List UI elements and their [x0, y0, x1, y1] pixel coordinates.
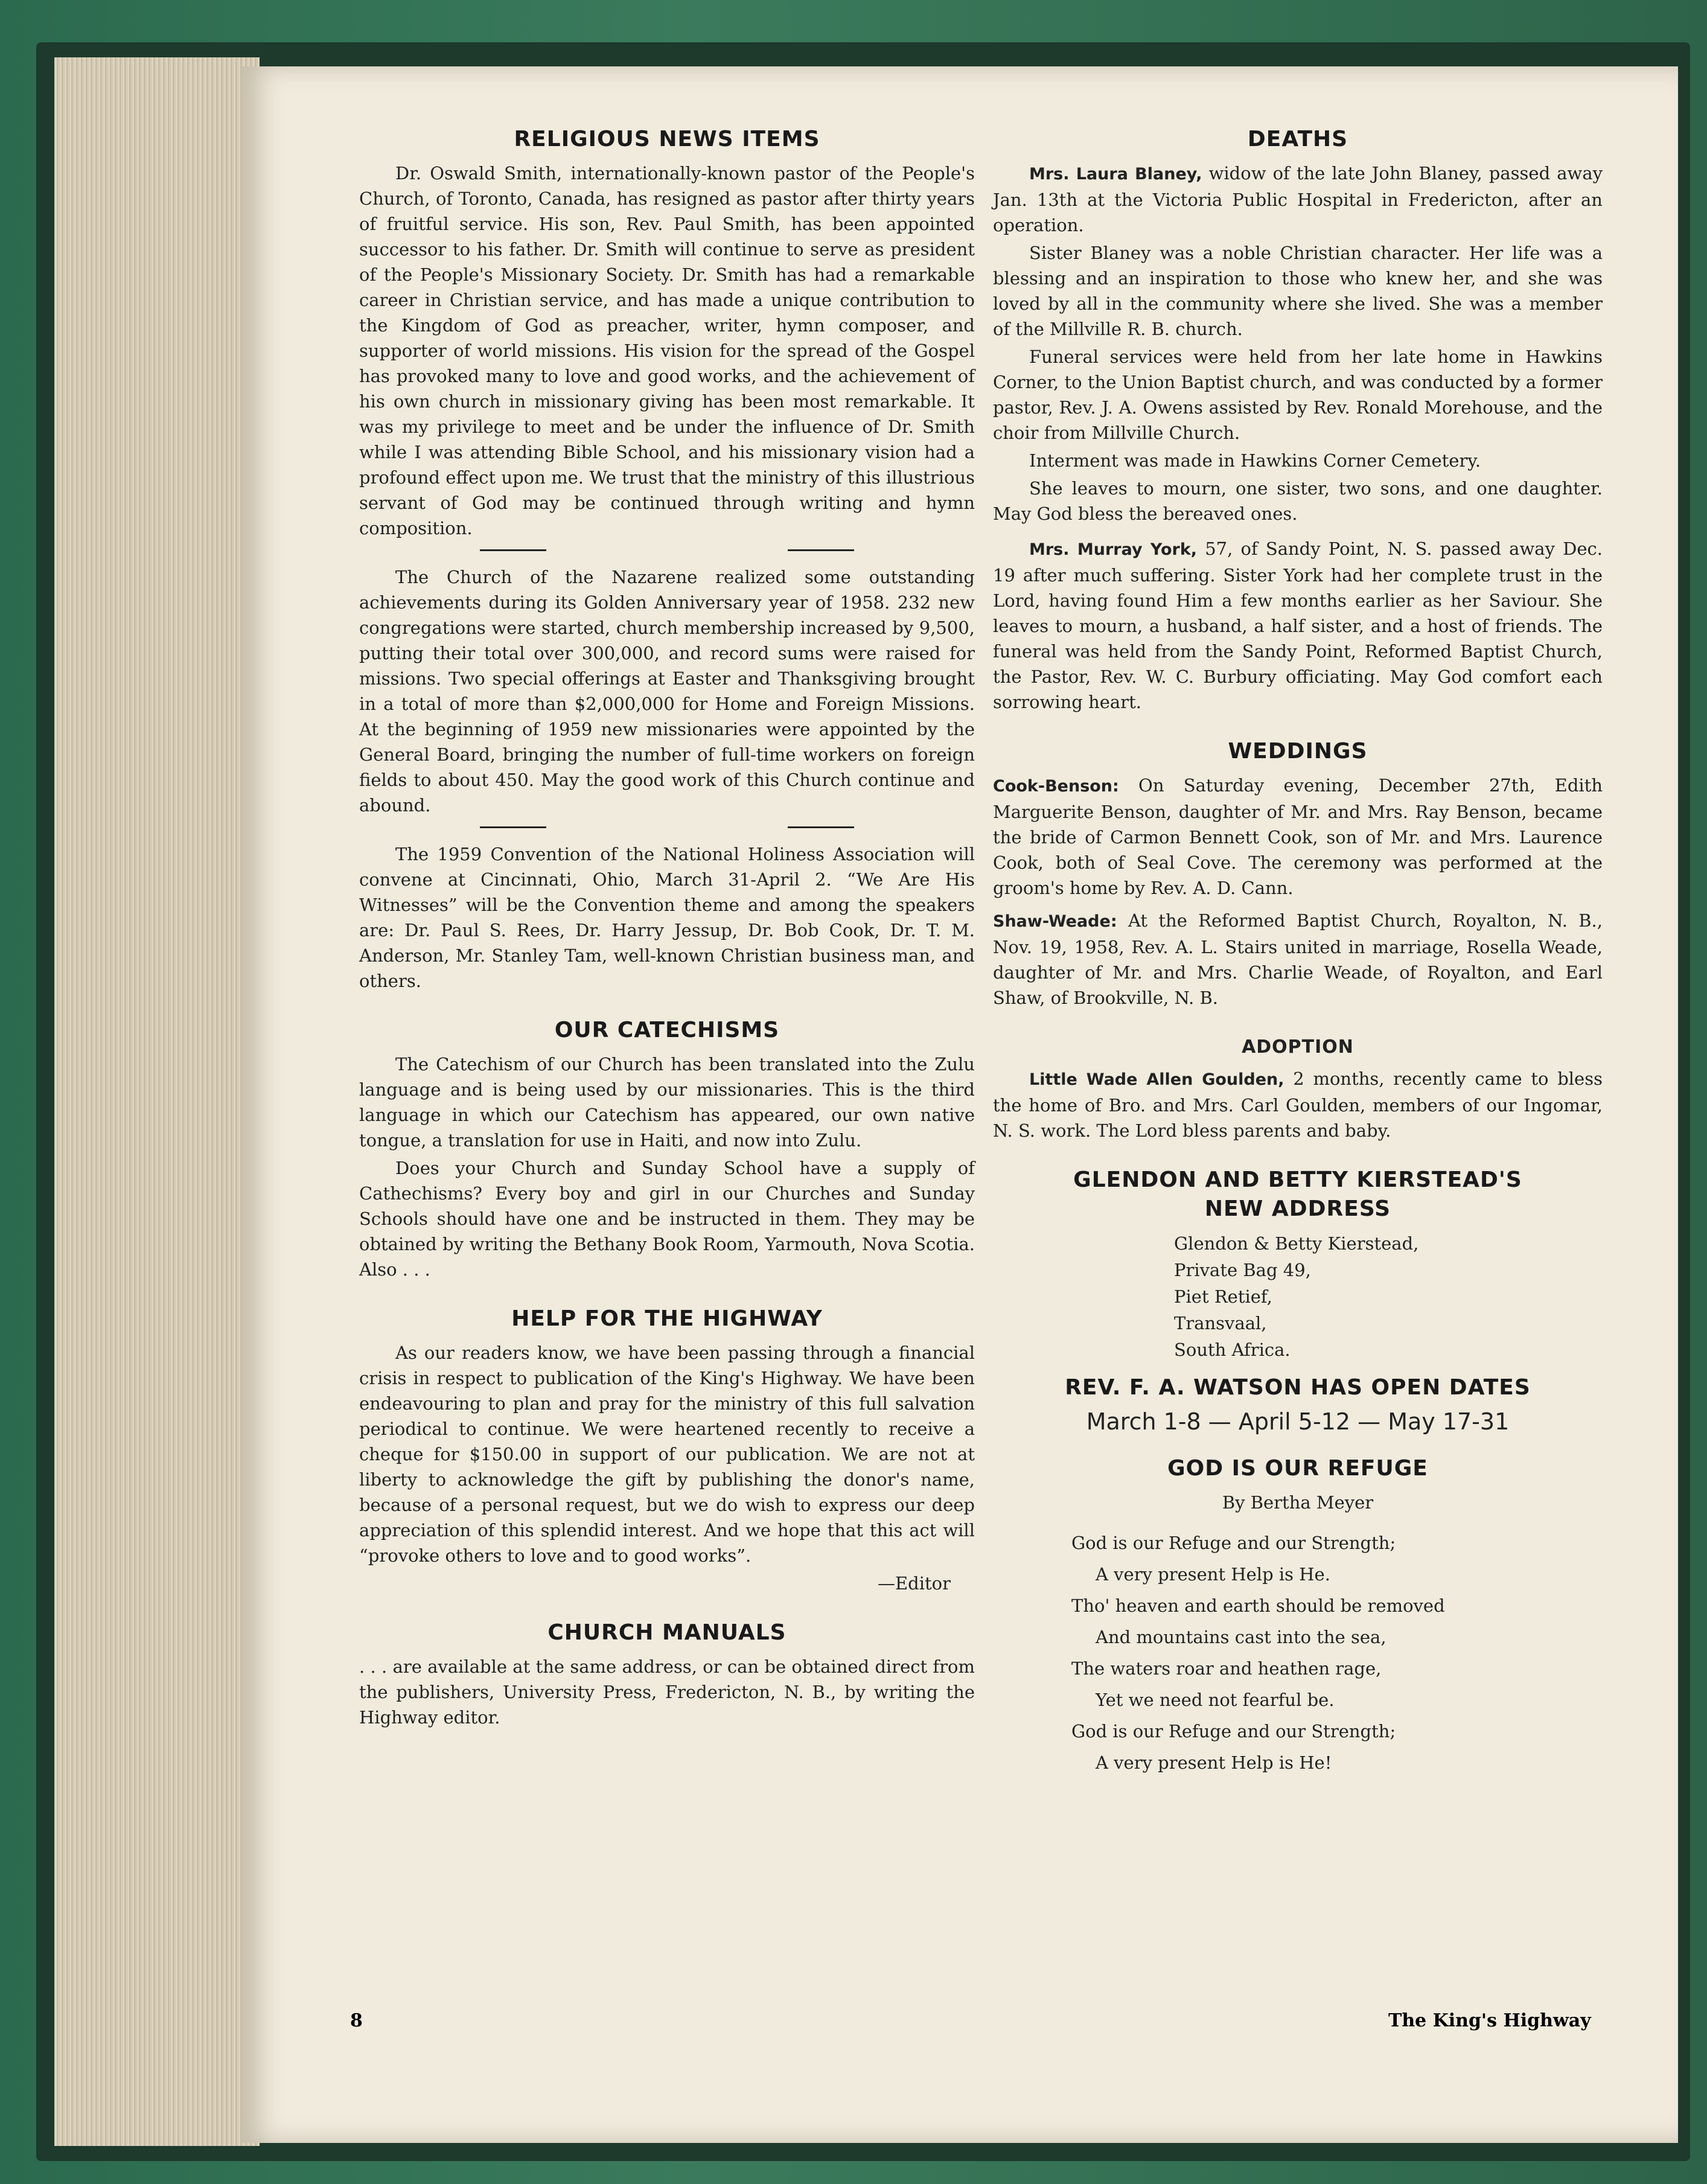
- adoption-title: ADOPTION: [1242, 1036, 1354, 1058]
- religious-news-paragraph-2: The Church of the Nazarene realized some outstanding achievements during its Golden Anniversary year of 1958. 232 new congregations were started, church membership increased by 9,500, putting their total over 300,000, and record sums were raised for missions. Two special offerings at Easter and Thanksgiving brought in a total of more than $2,000,000 for Home and Foreign Missions. At the beginning of 1959 new missionaries were appointed by the General Board, bringing the number of full-time workers on foreign fields to about 450. May the good work of this Church continue and abound.: [359, 567, 975, 816]
- manuals-paragraph: . . . are available at the same address, or can be obtained direct from the publishers, University Press, Fredericton, N. B., by writing the Highway editor.: [359, 1656, 975, 1728]
- cook-benson-name: Cook-Benson:: [993, 777, 1119, 796]
- poem-line: Tho' heaven and earth should be removed: [1071, 1595, 1445, 1616]
- page-stack: [54, 57, 260, 2146]
- york-text: 57, of Sandy Point, N. S. passed away Dec. 19 after much suffering. Sister York had her complete trust in the Lord, having found Him a few months earlier as her Saviour. She leaves to mourn, a husband, a half sister, and a host of friends. The funeral was held from the Sandy Point, Reformed Baptist Church, the Pastor, Rev. W. C. Burbury officiating. May God comfort each sorrowing heart.: [993, 538, 1603, 712]
- adoption-paragraph: [993, 1066, 1603, 1143]
- blaney-paragraph-5: She leaves to mourn, one sister, two sons, and one daughter. May God bless the bereaved ones.: [993, 478, 1603, 524]
- blaney-text: widow of the late John Blaney, passed away Jan. 13th at the Victoria Public Hospital in Fredericton, after an operation.: [993, 163, 1603, 235]
- poem-line: A very present Help is He.: [1096, 1564, 1330, 1585]
- publication-name: The King's Highway: [1388, 2010, 1591, 2031]
- divider: [359, 549, 975, 551]
- blaney-name: Mrs. Laura Blaney,: [1029, 165, 1202, 184]
- address-line: Piet Retief,: [1174, 1286, 1272, 1307]
- york-name: Mrs. Murray York,: [1029, 540, 1198, 559]
- address-line: Private Bag 49,: [1174, 1260, 1311, 1280]
- poem-line: God is our Refuge and our Strength;: [1071, 1533, 1396, 1553]
- highway-title: HELP FOR THE HIGHWAY: [511, 1306, 823, 1331]
- highway-paragraph: As our readers know, we have been passing through a financial crisis in respect to publication of the King's Highway. We have been endeavouring to plan and pray for the ministry of this full salvation periodical to continue. We were heartened recently to receive a cheque for $150.00 in support of our publication. We are not at liberty to acknowledge the gift by publishing the donor's name, because of a personal request, but we do wish to express our deep appreciation of this splendid interest. And we hope that this act will “provoke others to love and to good works”.: [359, 1343, 975, 1566]
- adoption-name: Little Wade Allen Goulden,: [1029, 1070, 1284, 1089]
- adoption-text: 2 months, recently came to bless the home of Bro. and Mrs. Carl Goulden, members of our Ingomar, N. S. work. The Lord bless parents and baby.: [993, 1068, 1603, 1141]
- editor-signature: —Editor: [878, 1573, 951, 1594]
- poem-line: And mountains cast into the sea,: [1096, 1627, 1386, 1647]
- manuals-title: CHURCH MANUALS: [547, 1620, 786, 1645]
- poem-line: A very present Help is He!: [1096, 1752, 1332, 1773]
- cook-benson-paragraph: [993, 773, 1603, 901]
- refuge-byline: By Bertha Meyer: [1222, 1492, 1374, 1513]
- address-line: South Africa.: [1174, 1339, 1291, 1360]
- cook-benson-text: On Saturday evening, December 27th, Edith Marguerite Benson, daughter of Mr. and Mrs. Ray Benson, became the bride of Carmon Bennett Cook, son of Mr. and Mrs. Laurence Cook, both of Seal Cove. The ceremony was performed at the groom's home by Rev. A. D. Cann.: [993, 775, 1603, 898]
- shaw-weade-text: At the Reformed Baptist Church, Royalton, N. B., Nov. 19, 1958, Rev. A. L. Stairs united in marriage, Rosella Weade, daughter of Mr. and Mrs. Charlie Weade, of Royalton, and Earl Shaw, of Brookville, N. B.: [993, 910, 1603, 1008]
- shaw-weade-name: Shaw-Weade:: [993, 912, 1117, 931]
- poem-line: The waters roar and heathen rage,: [1071, 1658, 1382, 1679]
- watson-title: REV. F. A. WATSON HAS OPEN DATES: [1065, 1375, 1531, 1400]
- catechisms-paragraph-1: The Catechism of our Church has been translated into the Zulu language and is being used by our missionaries. This is the third language in which our Catechism has appeared, our own native tongue, a translation for use in Haiti, and now into Zulu.: [359, 1054, 975, 1151]
- right-column: [993, 127, 1603, 1778]
- shaw-weade-paragraph: [993, 908, 1603, 1011]
- kierstead-address: [1174, 1230, 1603, 1363]
- address-line: Glendon & Betty Kierstead,: [1174, 1233, 1419, 1254]
- refuge-title: GOD IS OUR REFUGE: [1167, 1456, 1428, 1481]
- blaney-paragraph-1: [993, 161, 1603, 238]
- deaths-title: DEATHS: [1247, 127, 1348, 152]
- kierstead-subtitle: NEW ADDRESS: [1204, 1196, 1391, 1221]
- watson-dates: March 1-8 — April 5-12 — May 17-31: [1086, 1408, 1510, 1435]
- catechisms-paragraph-2: Does your Church and Sunday School have a supply of Cathechisms? Every boy and girl in our Churches and Sunday Schools should have one and be instructed in them. They may be obtained by writing the Bethany Book Room, Yarmouth, Nova Scotia. Also . . .: [359, 1158, 975, 1280]
- catechisms-title: OUR CATECHISMS: [554, 1018, 780, 1043]
- page-number: 8: [350, 2010, 363, 2031]
- blaney-paragraph-4: Interment was made in Hawkins Corner Cemetery.: [1029, 450, 1481, 471]
- blaney-paragraph-2: Sister Blaney was a noble Christian character. Her life was a blessing and an inspiration to those who knew her, and she was loved by all in the community where she lived. She was a member of the Millville R. B. church.: [993, 243, 1603, 339]
- poem-line: Yet we need not fearful be.: [1096, 1690, 1335, 1710]
- religious-news-paragraph-1: Dr. Oswald Smith, internationally-known pastor of the People's Church, of Toronto, Canada, has resigned as pastor after thirty years of fruitful service. His son, Rev. Paul Smith, has been appointed successor to his father. Dr. Smith will continue to serve as president of the People's Missionary Society. Dr. Smith has had a remarkable career in Christian service, and has made a unique contribution to the Kingdom of God as preacher, writer, hymn composer, and supporter of world missions. His vision for the spread of the Gospel has provoked many to love and good works, and the achievement of his own church in missionary giving has been most remarkable. It was my privilege to meet and be under the influence of Dr. Smith while I was attending Bible School, and his missionary vision had a profound effect upon me. We trust that the ministry of this illustrious servant of God may be continued through writing and hymn composition.: [359, 163, 975, 538]
- blaney-paragraph-3: Funeral services were held from her late home in Hawkins Corner, to the Union Baptist church, and was conducted by a former pastor, Rev. J. A. Owens assisted by Rev. Ronald Morehouse, and the choir from Millville Church.: [993, 346, 1603, 443]
- left-column: [359, 127, 975, 1732]
- divider: [359, 826, 975, 828]
- weddings-title: WEDDINGS: [1228, 739, 1368, 764]
- refuge-poem: [1071, 1527, 1603, 1778]
- kierstead-title: GLENDON AND BETTY KIERSTEAD'S: [1073, 1167, 1522, 1192]
- poem-line: God is our Refuge and our Strength;: [1071, 1721, 1396, 1742]
- york-paragraph: [993, 536, 1603, 715]
- religious-news-title: RELIGIOUS NEWS ITEMS: [514, 127, 820, 152]
- address-line: Transvaal,: [1174, 1313, 1267, 1333]
- religious-news-paragraph-3: The 1959 Convention of the National Holiness Association will convene at Cincinnati, Ohio, March 31-April 2. “We Are His Witnesses” will be the Convention theme and among the speakers are: Dr. Paul S. Rees, Dr. Harry Jessup, Dr. Bob Cook, Dr. T. M. Anderson, Mr. Stanley Tam, well-known Christian business man, and others.: [359, 844, 975, 991]
